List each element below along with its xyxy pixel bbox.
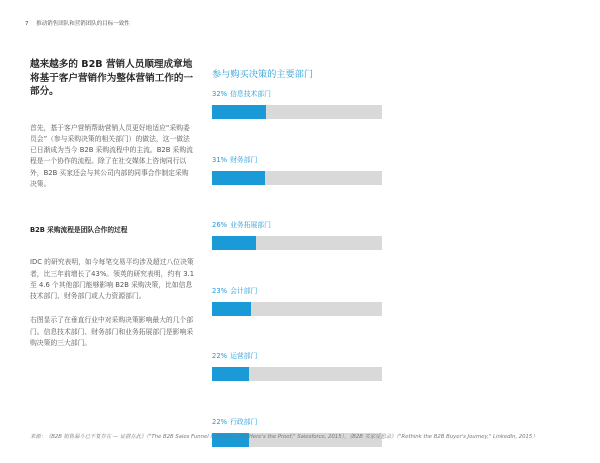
paragraph-intro: 首先，基于客户营销帮助营销人员更好地适应“采购委员会”（参与采购决策的相关部门）的做法，这一做法已日渐成为当今 B2B 采购流程中的主流。B2B 采购流程是一个协作的流程。除了在社交媒体上咨询同行以外，B2B 买家还会与其公司内部的同事合作制定采购决策。 (30, 123, 193, 188)
bar-row (212, 350, 382, 383)
page-number: 7 (25, 21, 29, 27)
bar-category-label: 业务拓展部门 (230, 221, 271, 229)
bar-label (212, 219, 271, 229)
running-title: 推动销售团队和营销团队的目标一致性 (36, 21, 130, 27)
bar-label (212, 416, 257, 426)
page-header (25, 19, 130, 27)
bar (212, 105, 266, 119)
bar-row (212, 285, 382, 318)
paragraph-research: IDC 的研究表明，如今每笔交易平均涉及超过八位决策者，比三年前增长了43%。领英的研究表明，约有 3.1 至 4.6 个其他部门能够影响 B2B 采购决策，比如信息技术部门、财务部门或人力资源部门。 (30, 258, 195, 301)
footnote-source: 来源：《B2B 销售漏斗已不复存在 — 证据在此》（"The B2B Sales Funnel is Dead —and Here's the Proof," Salesforce, 2015），《B2B 买家反思录》（"Rethink the B2B Buyer's Journey," LinkedIn, 2015） (30, 434, 538, 440)
bar-value-label: 23% (212, 286, 228, 295)
bar-track (212, 105, 382, 119)
bar-label (212, 285, 257, 295)
bar (212, 302, 251, 316)
bar-row (212, 416, 382, 449)
chart (212, 66, 382, 426)
bar-row (212, 154, 382, 187)
bar-track (212, 367, 382, 381)
paragraph-chart-summary: 右图显示了在垂直行业中对采购决策影响最大的几个部门。信息技术部门、财务部门和业务拓展部门是影响采购决策的三大部门。 (30, 316, 194, 348)
bar-row (212, 88, 382, 121)
bar-value-label: 32% (212, 90, 228, 98)
bar-label (212, 154, 257, 164)
bar-track (212, 171, 382, 185)
bar-label (212, 88, 271, 98)
left-column (30, 58, 195, 349)
section-subheading: B2B 采购流程是团队合作的过程 (30, 226, 128, 235)
bar-value-label: 22% (212, 352, 228, 360)
bar-category-label: 会计部门 (230, 286, 258, 295)
chart-title: 参与购买决策的主要部门 (212, 69, 314, 80)
lead-heading: 越来越多的 B2B 营销人员顺理成章地将基于客户营销作为整体营销工作的一部分。 (30, 59, 194, 97)
bar-value-label: 31% (212, 155, 228, 164)
bar-category-label: 信息技术部门 (230, 90, 271, 98)
bar (212, 236, 256, 250)
bar-track (212, 236, 382, 250)
bar-label (212, 350, 257, 360)
bar-row (212, 219, 382, 252)
bar-category-label: 运营部门 (230, 352, 258, 360)
bar (212, 171, 265, 185)
bar-category-label: 财务部门 (230, 155, 258, 164)
bar-track (212, 302, 382, 316)
bar (212, 367, 249, 381)
bar-value-label: 26% (212, 221, 228, 229)
bar-category-label: 行政部门 (230, 417, 258, 426)
bar-value-label: 22% (212, 417, 228, 426)
